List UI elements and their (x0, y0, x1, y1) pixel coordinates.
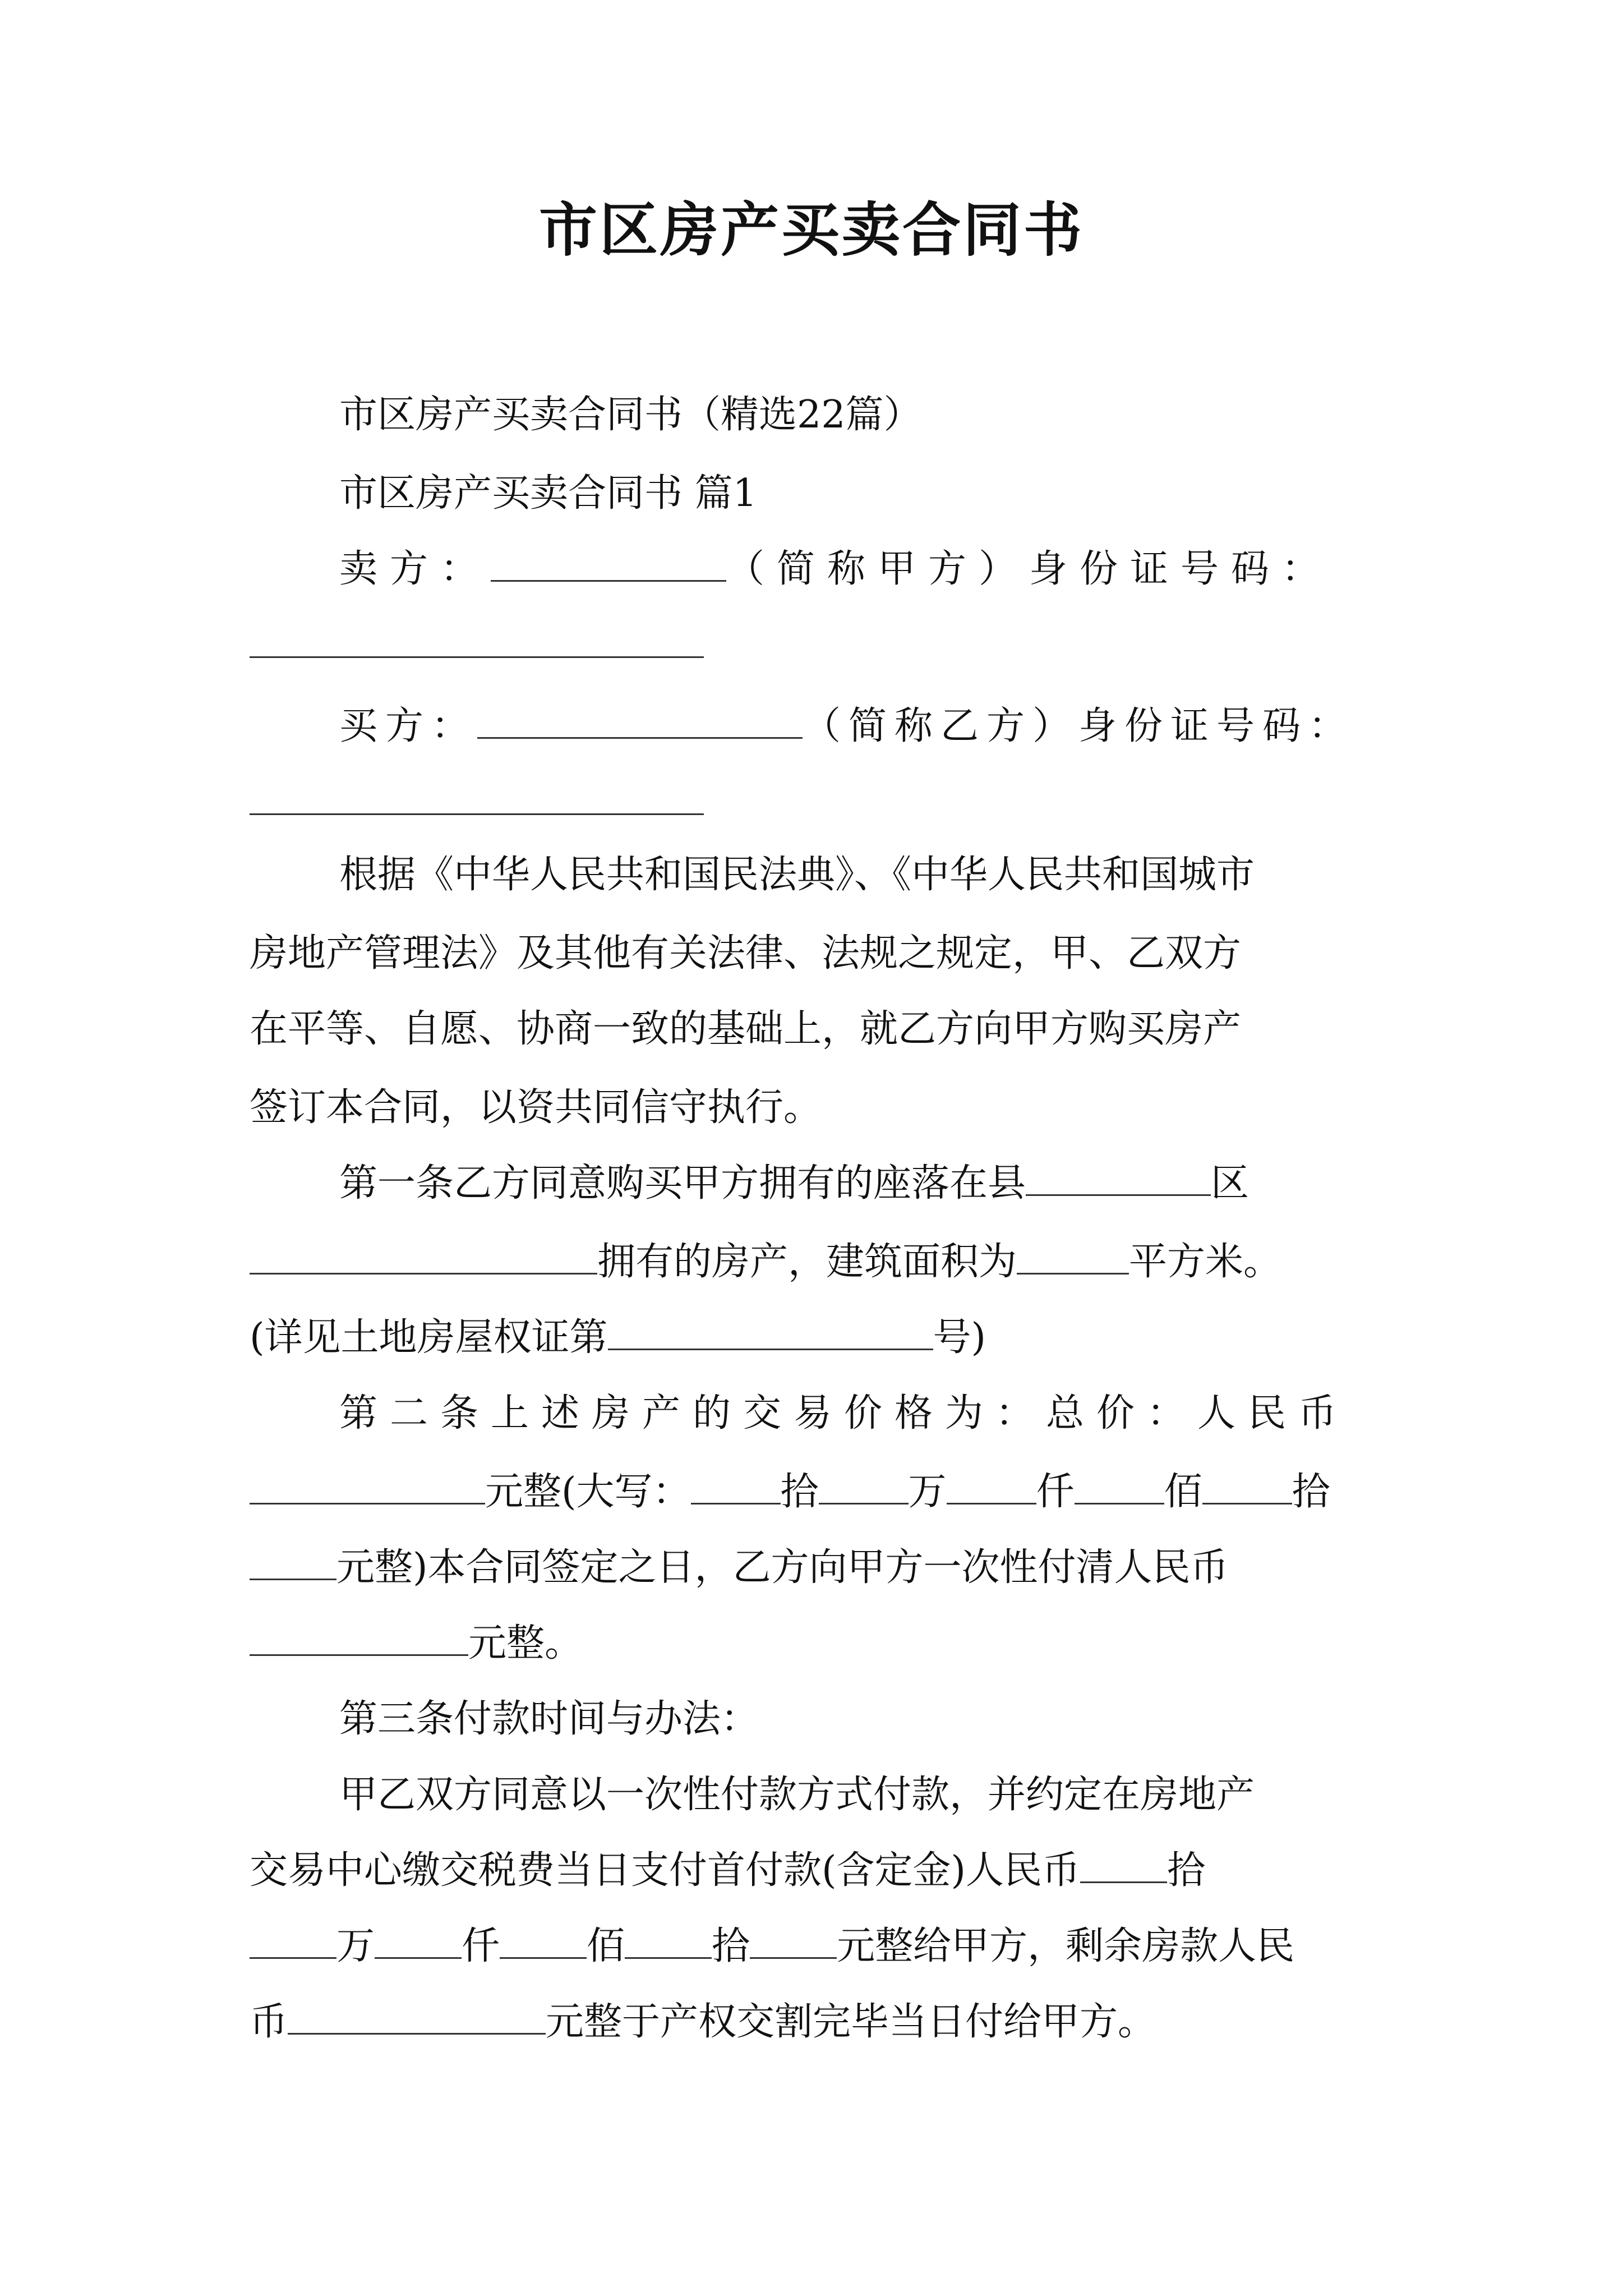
payment-blank (250, 1621, 468, 1656)
article-3-line-4: 币 元整于产权交割完毕当日付给甲方。 (250, 2000, 1156, 2044)
buyer-line (339, 698, 1354, 754)
article-3-line-1: 甲乙双方同意以一次性付款方式付款，并约定在房地产 (339, 1773, 1255, 1817)
area-blank (1017, 1239, 1129, 1274)
county-blank (1026, 1161, 1211, 1196)
article-1-line-2: 拥有的房产，建筑面积为 平方米。 (250, 1234, 1281, 1290)
article-3-heading: 第三条付款时间与办法： (339, 1697, 759, 1741)
seller-note: （简称甲方）身份证号码： (726, 547, 1332, 591)
article-2-line-2: 元整(大写： 拾 万 仟 佰 拾 (250, 1464, 1330, 1520)
paragraph-line: 在平等、自愿、协商一致的基础上，就乙方向甲方购买房产 (250, 1007, 1242, 1051)
section-heading: 市区房产买卖合同书 篇1 (339, 471, 757, 516)
subtitle: 市区房产买卖合同书（精选22篇） (339, 393, 922, 437)
seller-name-blank (491, 546, 726, 582)
article-1-line-1: 第一条乙方同意购买甲方拥有的座落在县 区 (339, 1161, 1249, 1205)
article-3-line-3: 万 仟 佰 拾 元整给甲方，剩余房款人民 (250, 1918, 1294, 1975)
document-title: 市区房产买卖合同书 (538, 195, 1084, 264)
price-blank (250, 1469, 485, 1504)
article-2-line-3: 元整)本合同签定之日，乙方向甲方一次性付清人民币 (250, 1540, 1229, 1596)
seller-line (339, 541, 1332, 597)
buyer-label: 买方： (339, 704, 478, 748)
remaining-blank (288, 1999, 546, 2035)
seller-id-blank (250, 656, 704, 658)
paragraph-line: 签订本合同，以资共同信守执行。 (250, 1085, 822, 1130)
article-1-line-3: (详见土地房屋权证第 号) (250, 1315, 986, 1360)
certificate-blank (608, 1315, 933, 1350)
buyer-note: （简称乙方）身份证号码： (803, 704, 1355, 748)
buyer-name-blank (477, 703, 803, 739)
paragraph-line: 房地产管理法》及其他有关法律、法规之规定，甲、乙双方 (250, 931, 1242, 976)
article-2-line-1: 第二条上述房产的交易价格为：总价：人民币 (339, 1391, 1349, 1435)
seller-label: 卖方： (339, 547, 491, 591)
buyer-id-blank (250, 813, 704, 815)
article-2-line-4: 元整。 (250, 1616, 583, 1672)
article-3-line-2: 交易中心缴交税费当日支付首付款(含定金)人民币 拾 (250, 1848, 1206, 1893)
location-blank (250, 1239, 597, 1274)
paragraph-line: 根据《中华人民共和国民法典》、《中华人民共和国城市 (339, 853, 1255, 897)
